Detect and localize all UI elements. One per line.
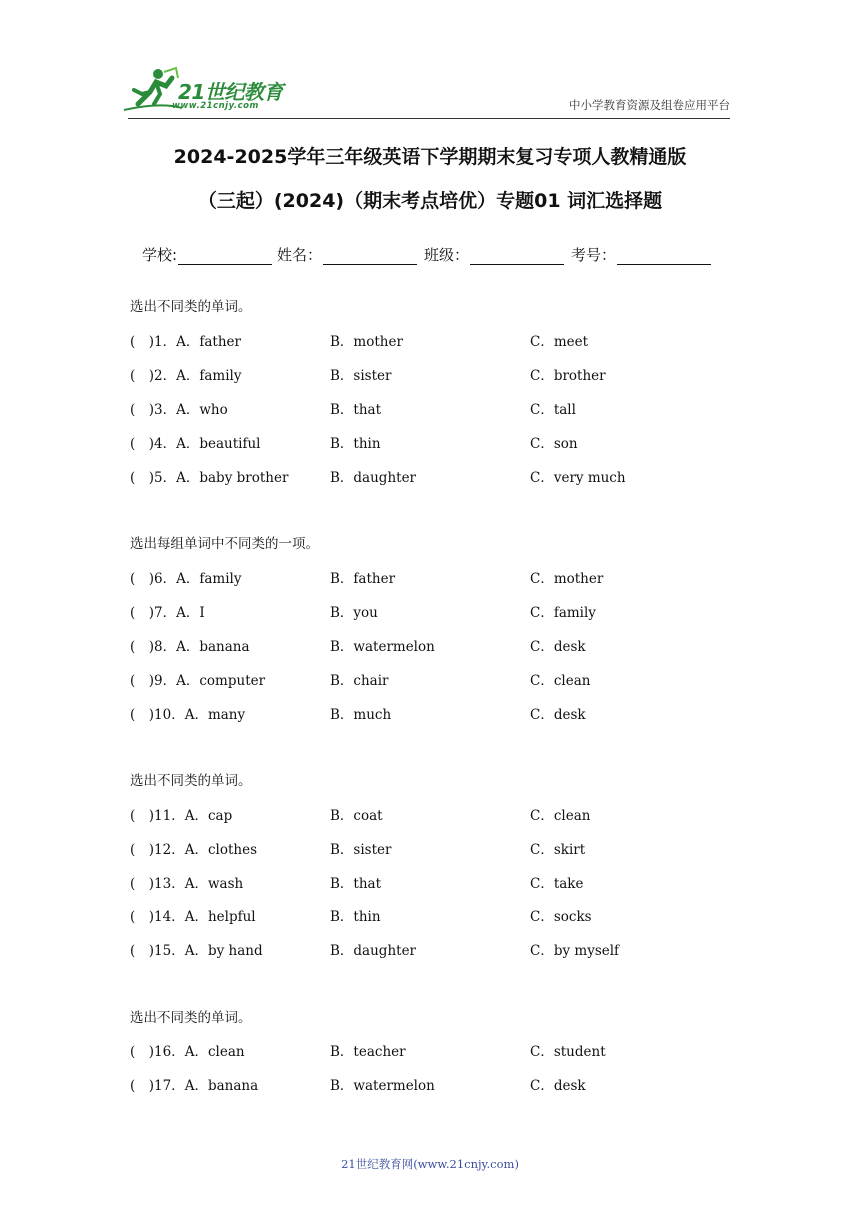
question-row xyxy=(130,364,730,384)
option-a: ( )14．A．helpful xyxy=(130,909,256,925)
logo-text: 21世纪教育 xyxy=(178,80,283,104)
class-field[interactable] xyxy=(470,250,564,265)
section-title: 选出不同类的单词。 xyxy=(130,1010,252,1026)
option-c: C．student xyxy=(530,1044,606,1060)
page-header xyxy=(0,0,860,125)
option-a: ( )6．A．family xyxy=(130,571,242,587)
question-row xyxy=(130,703,730,723)
option-a: ( )12．A．clothes xyxy=(130,842,258,858)
section-title: 选出每组单词中不同类的一项。 xyxy=(130,536,319,552)
option-b: B．chair xyxy=(330,673,389,689)
option-c: C．family xyxy=(530,605,596,621)
info-school xyxy=(142,244,272,265)
option-c: C．mother xyxy=(530,571,604,587)
school-field[interactable] xyxy=(178,250,272,265)
question-row xyxy=(130,432,730,452)
option-c: C．take xyxy=(530,876,584,892)
option-b: B．daughter xyxy=(330,470,417,486)
option-b: B．that xyxy=(330,876,382,892)
exam-number-field[interactable] xyxy=(617,250,711,265)
option-b: B．sister xyxy=(330,368,392,384)
option-b: B．you xyxy=(330,605,378,621)
option-b: B．watermelon xyxy=(330,1078,435,1094)
option-b: B．thin xyxy=(330,909,381,925)
option-a: ( )4．A．beautiful xyxy=(130,436,261,452)
name-field[interactable] xyxy=(323,250,417,265)
question-row xyxy=(130,838,730,858)
option-b: B．daughter xyxy=(330,943,417,959)
info-label: 学校: xyxy=(142,246,178,264)
question-row xyxy=(130,466,730,486)
option-c: C．desk xyxy=(530,707,586,723)
option-b: B．sister xyxy=(330,842,392,858)
option-c: C．by myself xyxy=(530,943,620,959)
option-c: C．son xyxy=(530,436,578,452)
option-a: ( )7．A．I xyxy=(130,605,205,621)
info-label: 班级： xyxy=(424,246,470,264)
option-a: ( )2．A．family xyxy=(130,368,242,384)
option-a: ( )3．A．who xyxy=(130,402,228,418)
option-a: ( )17．A．banana xyxy=(130,1078,259,1094)
option-c: C．skirt xyxy=(530,842,586,858)
option-a: ( )9．A．computer xyxy=(130,673,266,689)
option-b: B．coat xyxy=(330,808,383,824)
option-a: ( )13．A．wash xyxy=(130,876,244,892)
option-b: B．teacher xyxy=(330,1044,406,1060)
option-b: B．mother xyxy=(330,334,403,350)
header-divider xyxy=(128,118,730,119)
option-a: ( )11．A．cap xyxy=(130,808,233,824)
question-row xyxy=(130,330,730,350)
info-label: 考号： xyxy=(571,246,617,264)
question-row xyxy=(130,601,730,621)
question-row xyxy=(130,804,730,824)
option-b: B．that xyxy=(330,402,382,418)
section-title: 选出不同类的单词。 xyxy=(130,299,252,315)
option-b: B．father xyxy=(330,571,396,587)
option-a: ( )16．A．clean xyxy=(130,1044,245,1060)
option-b: B．watermelon xyxy=(330,639,435,655)
option-a: ( )8．A．banana xyxy=(130,639,250,655)
question-row xyxy=(130,905,730,925)
info-class xyxy=(424,244,564,265)
option-a: ( )5．A．baby brother xyxy=(130,470,289,486)
option-c: C．brother xyxy=(530,368,606,384)
logo-url: www.21cnjy.com xyxy=(172,101,259,111)
page-title-line1: 2024-2025学年三年级英语下学期期末复习专项人教精通版 xyxy=(173,146,687,168)
question-row xyxy=(130,635,730,655)
option-b: B．thin xyxy=(330,436,381,452)
option-c: C．clean xyxy=(530,808,591,824)
header-platform-text: 中小学教育资源及组卷应用平台 xyxy=(569,98,730,112)
option-c: C．socks xyxy=(530,909,592,925)
question-row xyxy=(130,872,730,892)
page-footer: 21世纪教育网(www.21cnjy.com) xyxy=(341,1157,519,1171)
question-row xyxy=(130,669,730,689)
info-name xyxy=(277,244,417,265)
question-row xyxy=(130,1074,730,1094)
question-row xyxy=(130,1040,730,1060)
option-c: C．desk xyxy=(530,639,586,655)
option-c: C．clean xyxy=(530,673,591,689)
question-row xyxy=(130,567,730,587)
option-b: B．much xyxy=(330,707,392,723)
option-c: C．meet xyxy=(530,334,589,350)
page-title-line2: （三起）(2024)（期末考点培优）专题01 词汇选择题 xyxy=(197,190,663,212)
question-row xyxy=(130,939,730,959)
question-row xyxy=(130,398,730,418)
option-a: ( )10．A．many xyxy=(130,707,246,723)
option-a: ( )15．A．by hand xyxy=(130,943,263,959)
option-c: C．very much xyxy=(530,470,626,486)
option-c: C．tall xyxy=(530,402,576,418)
section-title: 选出不同类的单词。 xyxy=(130,773,252,789)
option-c: C．desk xyxy=(530,1078,586,1094)
option-a: ( )1．A．father xyxy=(130,334,241,350)
student-info-row xyxy=(142,244,742,268)
info-exam-number xyxy=(571,244,711,265)
info-label: 姓名： xyxy=(277,246,323,264)
